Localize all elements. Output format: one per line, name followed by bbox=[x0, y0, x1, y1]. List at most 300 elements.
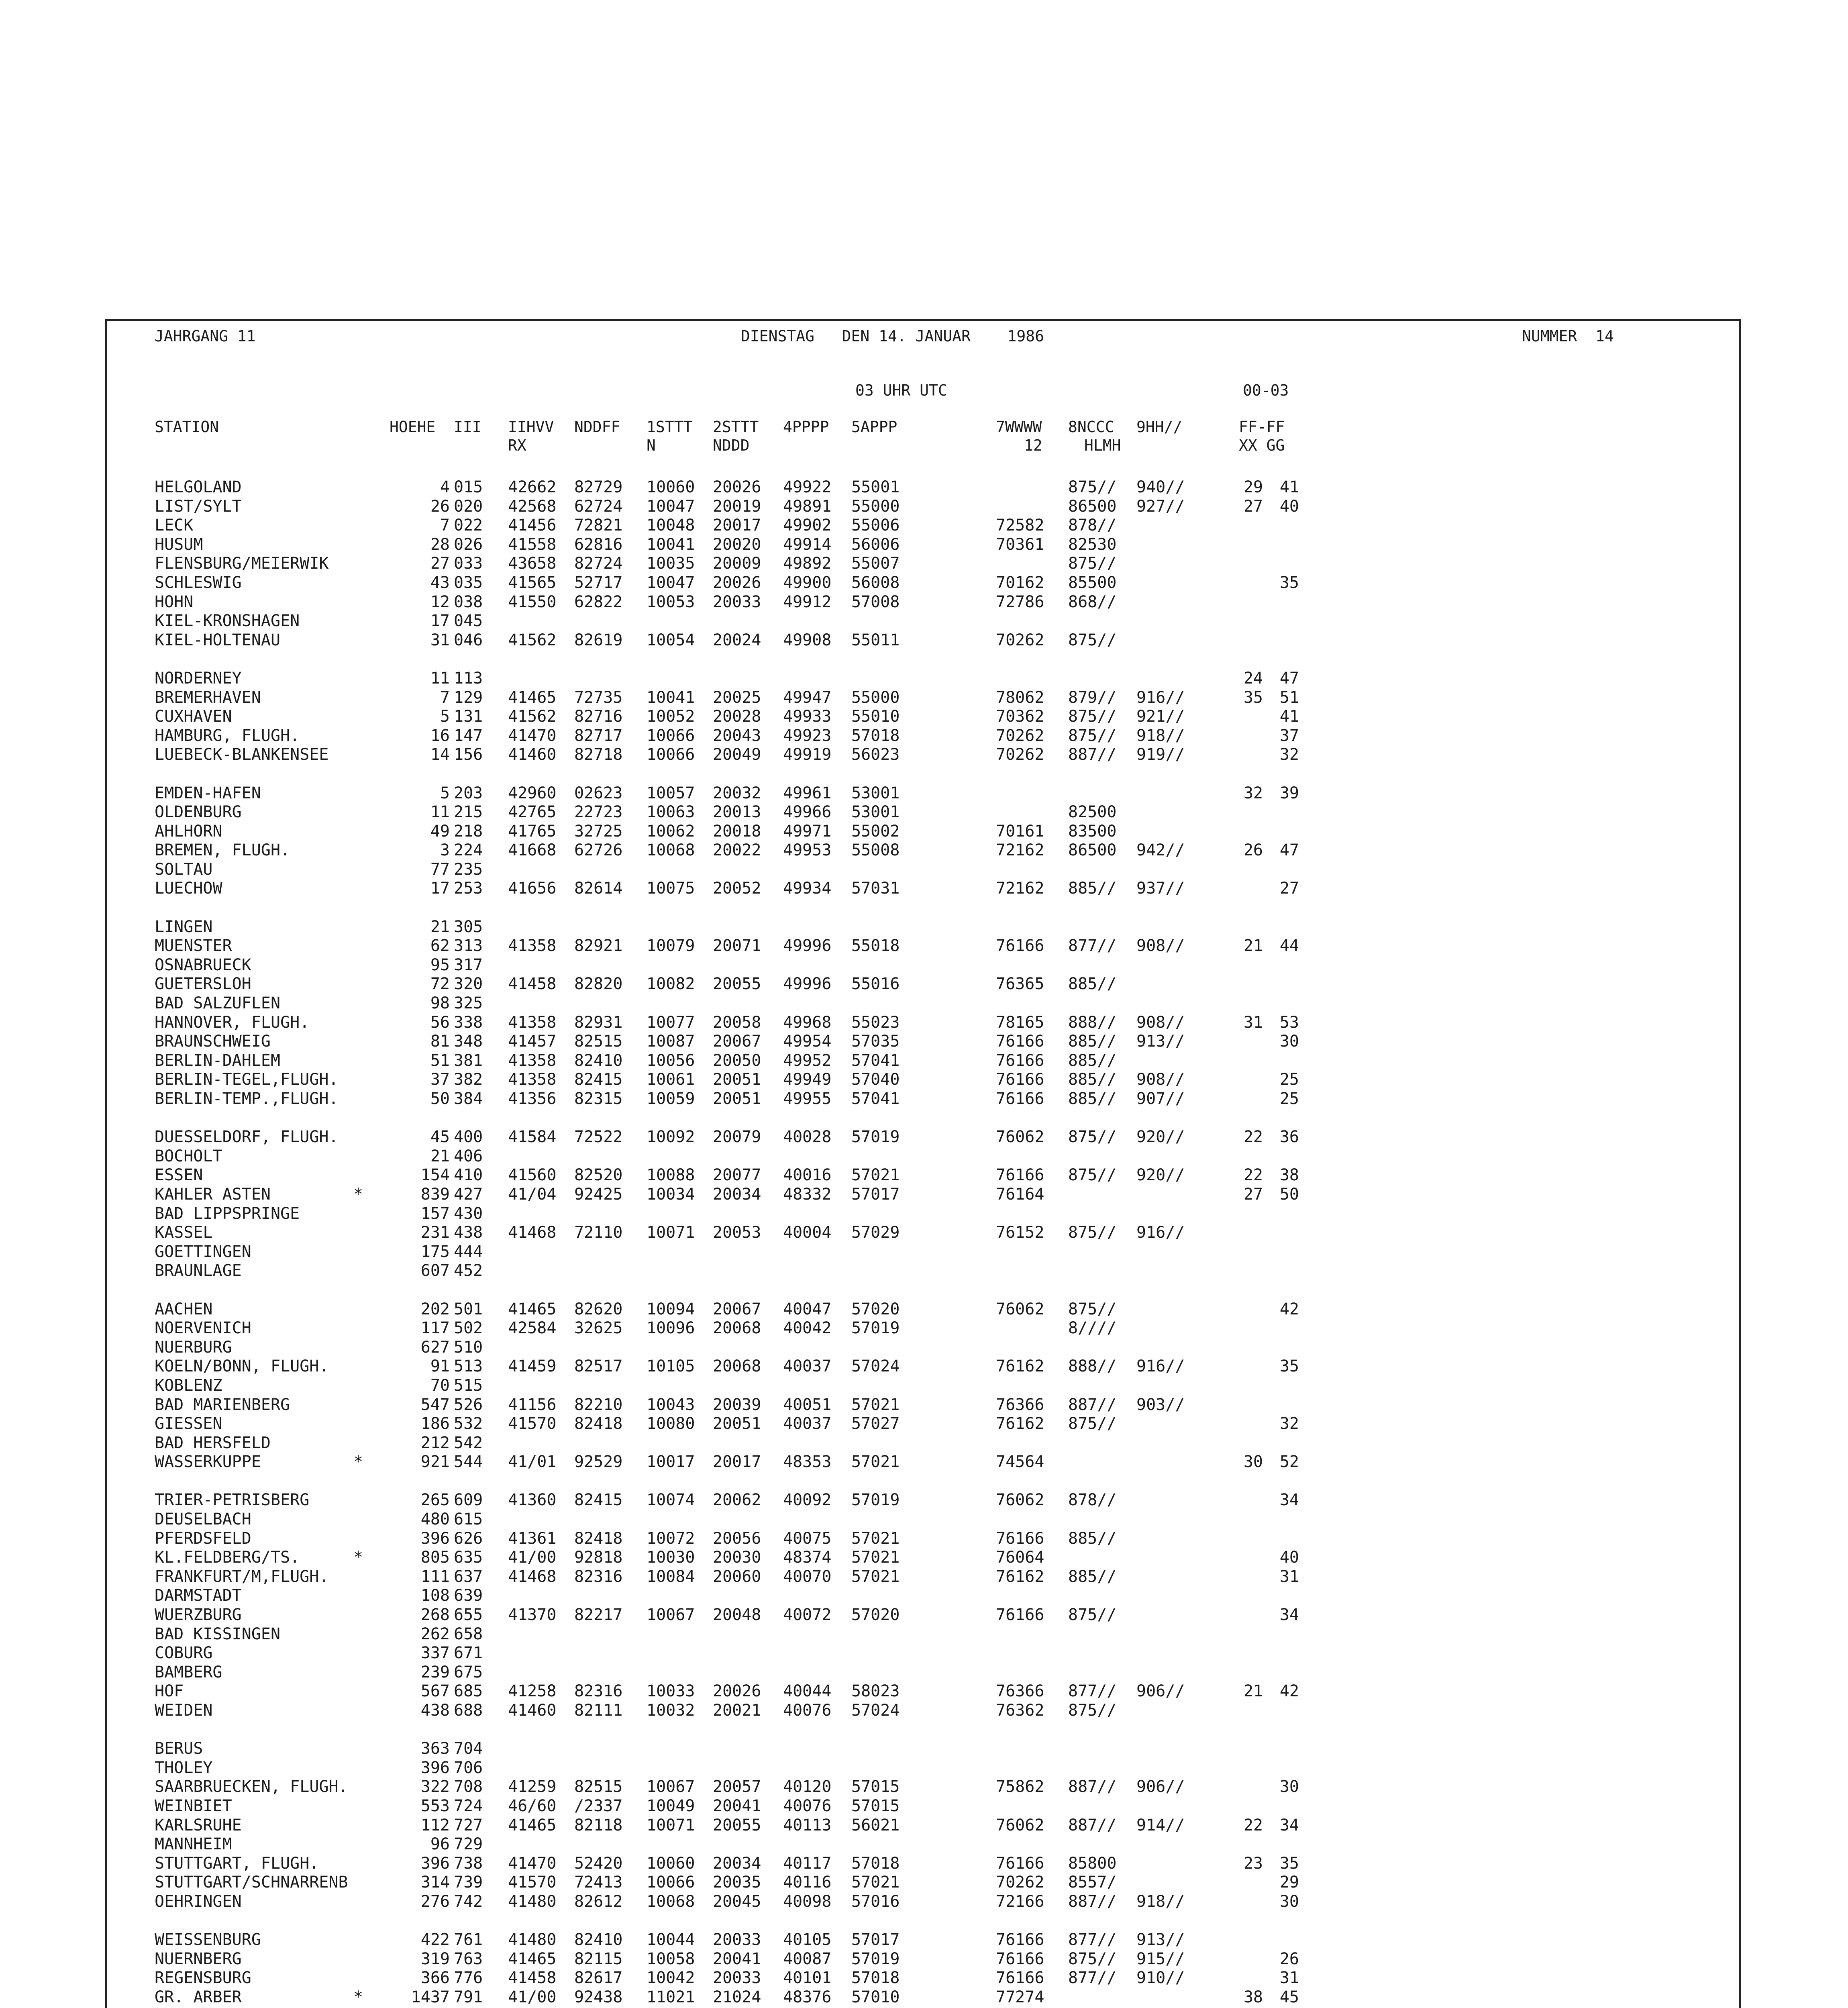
table-cell: 70161 bbox=[996, 822, 1044, 841]
table-cell: 57041 bbox=[851, 1090, 900, 1108]
table-cell: 20026 bbox=[713, 1682, 761, 1701]
station-name: CUXHAVEN bbox=[155, 707, 232, 726]
table-cell: 41565 bbox=[508, 573, 557, 592]
table-row bbox=[155, 1548, 1681, 1567]
table-cell: 40 bbox=[1279, 497, 1299, 516]
table-cell: 82410 bbox=[574, 1051, 623, 1070]
table-cell: 887// bbox=[1068, 1816, 1117, 1835]
table-cell: 38 bbox=[1279, 1166, 1299, 1185]
station-name: GR. ARBER bbox=[155, 1988, 242, 2006]
table-cell: 875// bbox=[1068, 1300, 1117, 1318]
table-row bbox=[155, 1166, 1681, 1185]
table-row bbox=[155, 1128, 1681, 1147]
station-name: FLENSBURG/MEIERWIK bbox=[155, 554, 329, 573]
table-row bbox=[155, 593, 1681, 612]
table-cell: 022 bbox=[454, 516, 483, 535]
table-cell: 57041 bbox=[851, 1051, 900, 1070]
table-cell: 17 bbox=[430, 612, 450, 631]
table-cell: 10080 bbox=[647, 1414, 695, 1433]
table-row bbox=[155, 1396, 1681, 1415]
table-cell: 916// bbox=[1136, 688, 1185, 707]
table-cell: 57027 bbox=[851, 1414, 900, 1433]
table-cell: 72162 bbox=[996, 841, 1044, 860]
table-cell: 20030 bbox=[713, 1548, 761, 1567]
table-cell: 776 bbox=[454, 1969, 483, 1988]
table-row bbox=[155, 1759, 1681, 1778]
table-cell: 53001 bbox=[851, 803, 900, 822]
table-cell: 875// bbox=[1068, 1414, 1117, 1433]
table-cell: 885// bbox=[1068, 1567, 1117, 1586]
table-cell: 885// bbox=[1068, 975, 1117, 994]
table-cell: 41570 bbox=[508, 1873, 557, 1892]
table-cell: 49934 bbox=[783, 879, 832, 898]
table-cell: 10060 bbox=[647, 478, 695, 496]
table-cell: 82316 bbox=[574, 1682, 623, 1701]
table-row bbox=[155, 1185, 1681, 1204]
table-cell: 57040 bbox=[851, 1070, 900, 1089]
column-subheader: HLMH bbox=[1084, 437, 1121, 454]
table-cell: 20062 bbox=[713, 1491, 761, 1510]
table-cell: 76062 bbox=[996, 1816, 1044, 1835]
table-cell: 38 bbox=[1243, 1988, 1263, 2006]
table-cell: 41459 bbox=[508, 1357, 557, 1376]
table-row bbox=[155, 841, 1681, 860]
table-cell: 49 bbox=[430, 822, 450, 841]
table-cell: 10060 bbox=[647, 1854, 695, 1873]
table-cell: 40076 bbox=[783, 1701, 832, 1720]
table-cell: 10071 bbox=[647, 1816, 695, 1835]
table-row bbox=[155, 1204, 1681, 1224]
table-cell: 186 bbox=[420, 1414, 450, 1433]
table-cell: 314 bbox=[420, 1873, 450, 1892]
table-cell: 76366 bbox=[996, 1395, 1044, 1414]
table-cell: 20057 bbox=[713, 1777, 761, 1796]
table-row bbox=[155, 1453, 1681, 1472]
station-name: BAD KISSINGEN bbox=[155, 1624, 281, 1643]
table-cell: 70362 bbox=[996, 707, 1044, 726]
table-cell: 50 bbox=[1279, 1185, 1299, 1204]
table-cell: 75862 bbox=[996, 1777, 1044, 1796]
station-name: BRAUNLAGE bbox=[155, 1261, 242, 1280]
table-cell: 42 bbox=[1279, 1300, 1299, 1318]
station-name: HOF bbox=[155, 1682, 184, 1701]
table-cell: 908// bbox=[1136, 1013, 1185, 1032]
table-cell: 29 bbox=[1279, 1873, 1299, 1892]
table-cell: 10079 bbox=[647, 937, 695, 955]
table-cell: 82620 bbox=[574, 1300, 623, 1318]
table-cell: 40116 bbox=[783, 1873, 832, 1892]
table-cell: * bbox=[353, 1548, 363, 1567]
table-cell: 82724 bbox=[574, 554, 623, 573]
table-cell: 57017 bbox=[851, 1185, 900, 1204]
table-cell: 47 bbox=[1279, 841, 1299, 860]
table-cell: 57021 bbox=[851, 1166, 900, 1185]
table-cell: 49949 bbox=[783, 1070, 832, 1089]
table-row bbox=[155, 573, 1681, 593]
table-cell: 5 bbox=[440, 784, 450, 802]
table-cell: 877// bbox=[1068, 1682, 1117, 1701]
table-cell: 609 bbox=[454, 1491, 483, 1510]
table-cell: 57015 bbox=[851, 1796, 900, 1815]
table-cell: 10053 bbox=[647, 592, 695, 611]
table-cell: 70262 bbox=[996, 745, 1044, 764]
table-cell: 82931 bbox=[574, 1013, 623, 1032]
table-row bbox=[155, 1243, 1681, 1262]
table-cell: 885// bbox=[1068, 1051, 1117, 1070]
table-cell: 42662 bbox=[508, 478, 557, 496]
table-cell: 20033 bbox=[713, 1969, 761, 1988]
table-cell: 887// bbox=[1068, 745, 1117, 764]
table-cell: 82415 bbox=[574, 1070, 623, 1089]
table-row bbox=[155, 1835, 1681, 1854]
table-cell: 112 bbox=[420, 1816, 450, 1835]
table-cell: 4 bbox=[440, 478, 450, 496]
table-cell: 11021 bbox=[647, 1988, 695, 2006]
table-cell: 742 bbox=[454, 1892, 483, 1911]
table-cell: 57016 bbox=[851, 1892, 900, 1911]
table-cell: 56008 bbox=[851, 573, 900, 592]
table-cell: 49902 bbox=[783, 516, 832, 535]
table-row bbox=[155, 1663, 1681, 1682]
table-cell: 276 bbox=[420, 1892, 450, 1911]
table-cell: 20058 bbox=[713, 1013, 761, 1032]
column-header: 8NCCC bbox=[1068, 418, 1114, 436]
table-cell: 48374 bbox=[783, 1548, 832, 1567]
table-cell: 10035 bbox=[647, 554, 695, 573]
table-row bbox=[155, 937, 1681, 956]
station-name: GUETERSLOH bbox=[155, 975, 251, 994]
station-name: HUSUM bbox=[155, 535, 203, 554]
station-name: BAMBERG bbox=[155, 1663, 222, 1681]
table-cell: 57035 bbox=[851, 1032, 900, 1051]
table-cell: 22 bbox=[1243, 1816, 1263, 1835]
table-cell: 32625 bbox=[574, 1319, 623, 1338]
table-cell: 70162 bbox=[996, 573, 1044, 592]
station-name: WASSERKUPPE bbox=[155, 1453, 261, 1471]
table-cell: 268 bbox=[420, 1606, 450, 1624]
table-cell: 41550 bbox=[508, 592, 557, 611]
table-cell: 544 bbox=[454, 1453, 483, 1471]
table-cell: 86500 bbox=[1068, 841, 1117, 860]
table-cell: 20017 bbox=[713, 516, 761, 535]
table-cell: 41358 bbox=[508, 1051, 557, 1070]
station-name: KIEL-KRONSHAGEN bbox=[155, 612, 300, 631]
table-cell: 501 bbox=[454, 1300, 483, 1318]
table-cell: 10043 bbox=[647, 1395, 695, 1414]
table-cell: 77 bbox=[430, 860, 450, 879]
table-cell: 147 bbox=[454, 726, 483, 745]
table-cell: 202 bbox=[420, 1300, 450, 1318]
table-cell: 406 bbox=[454, 1147, 483, 1165]
table-cell: 95 bbox=[430, 955, 450, 974]
table-row bbox=[155, 1032, 1681, 1051]
table-cell: 57024 bbox=[851, 1701, 900, 1720]
table-row bbox=[155, 745, 1681, 765]
table-cell: 47 bbox=[1279, 669, 1299, 688]
table-cell: 34 bbox=[1279, 1606, 1299, 1624]
table-cell: 82410 bbox=[574, 1930, 623, 1949]
station-name: NUERBURG bbox=[155, 1338, 232, 1357]
table-cell: 729 bbox=[454, 1835, 483, 1854]
table-cell: 10044 bbox=[647, 1930, 695, 1949]
table-cell: 76166 bbox=[996, 1166, 1044, 1185]
table-cell: * bbox=[353, 1988, 363, 2006]
table-cell: 607 bbox=[420, 1261, 450, 1280]
table-cell: 49996 bbox=[783, 937, 832, 955]
station-name: LUEBECK-BLANKENSEE bbox=[155, 745, 329, 764]
table-cell: 739 bbox=[454, 1873, 483, 1892]
table-cell: 55008 bbox=[851, 841, 900, 860]
table-cell: 738 bbox=[454, 1854, 483, 1873]
table-cell: 3 bbox=[440, 841, 450, 860]
table-cell: 20067 bbox=[713, 1300, 761, 1318]
table-cell: 82820 bbox=[574, 975, 623, 994]
table-cell: 31 bbox=[1279, 1567, 1299, 1586]
table-cell: 82614 bbox=[574, 879, 623, 898]
table-cell: 56021 bbox=[851, 1816, 900, 1835]
table-cell: 57029 bbox=[851, 1223, 900, 1242]
table-cell: 30 bbox=[1279, 1777, 1299, 1796]
table-row bbox=[155, 1816, 1681, 1835]
table-cell: 57024 bbox=[851, 1357, 900, 1376]
table-cell: 37 bbox=[430, 1070, 450, 1089]
table-cell: 10062 bbox=[647, 822, 695, 841]
station-name: TRIER-PETRISBERG bbox=[155, 1491, 310, 1510]
table-cell: 20049 bbox=[713, 745, 761, 764]
table-cell: 32 bbox=[1279, 1414, 1299, 1433]
table-cell: 20052 bbox=[713, 879, 761, 898]
table-cell: 396 bbox=[420, 1529, 450, 1548]
station-name: HELGOLAND bbox=[155, 478, 242, 496]
table-cell: 637 bbox=[454, 1567, 483, 1586]
table-cell: 20034 bbox=[713, 1185, 761, 1204]
table-cell: 20043 bbox=[713, 726, 761, 745]
table-cell: 10084 bbox=[647, 1567, 695, 1586]
table-cell: 045 bbox=[454, 612, 483, 631]
table-cell: 43 bbox=[430, 573, 450, 592]
table-cell: 76166 bbox=[996, 1930, 1044, 1949]
station-name: PFERDSFELD bbox=[155, 1529, 251, 1548]
table-cell: 875// bbox=[1068, 1701, 1117, 1720]
table-row bbox=[155, 1261, 1681, 1281]
table-cell: 82619 bbox=[574, 631, 623, 649]
column-header: IIHVV bbox=[508, 418, 554, 436]
table-cell: 20033 bbox=[713, 592, 761, 611]
station-name: BERLIN-DAHLEM bbox=[155, 1051, 281, 1070]
table-cell: 76166 bbox=[996, 1529, 1044, 1548]
table-row bbox=[155, 860, 1681, 880]
table-row bbox=[155, 1357, 1681, 1376]
table-row bbox=[155, 1051, 1681, 1071]
table-cell: 313 bbox=[454, 937, 483, 955]
station-name: WEISSENBURG bbox=[155, 1930, 261, 1949]
table-cell: 10041 bbox=[647, 535, 695, 554]
table-cell: 885// bbox=[1068, 1032, 1117, 1051]
station-name: KL.FELDBERG/TS. bbox=[155, 1548, 300, 1567]
column-header: 7WWWW bbox=[996, 418, 1042, 436]
table-cell: 10063 bbox=[647, 803, 695, 822]
table-cell: 10061 bbox=[647, 1070, 695, 1089]
table-cell: 10047 bbox=[647, 497, 695, 516]
table-cell: /2337 bbox=[574, 1796, 623, 1815]
station-name: OLDENBURG bbox=[155, 803, 242, 822]
table-cell: 34 bbox=[1279, 1816, 1299, 1835]
table-cell: 49900 bbox=[783, 573, 832, 592]
table-cell: 40075 bbox=[783, 1529, 832, 1548]
table-cell: 76362 bbox=[996, 1701, 1044, 1720]
table-cell: 72522 bbox=[574, 1128, 623, 1147]
table-cell: 885// bbox=[1068, 1090, 1117, 1108]
table-cell: 82612 bbox=[574, 1892, 623, 1911]
table-cell: 10042 bbox=[647, 1969, 695, 1988]
table-cell: 32 bbox=[1243, 784, 1263, 802]
table-cell: 907// bbox=[1136, 1090, 1185, 1108]
table-cell: 82315 bbox=[574, 1090, 623, 1108]
table-cell: 57018 bbox=[851, 1969, 900, 1988]
table-cell: 20033 bbox=[713, 1930, 761, 1949]
table-cell: 218 bbox=[454, 822, 483, 841]
table-cell: 14 bbox=[430, 745, 450, 764]
table-row bbox=[155, 631, 1681, 650]
column-header: 9HH// bbox=[1136, 418, 1183, 436]
table-cell: 20017 bbox=[713, 1453, 761, 1471]
table-cell: 10088 bbox=[647, 1166, 695, 1185]
table-cell: 76166 bbox=[996, 1090, 1044, 1108]
table-cell: 72166 bbox=[996, 1892, 1044, 1911]
table-cell: 28 bbox=[430, 535, 450, 554]
table-row bbox=[155, 975, 1681, 994]
station-name: LECK bbox=[155, 516, 194, 535]
station-name: LIST/SYLT bbox=[155, 497, 242, 516]
table-cell: 58023 bbox=[851, 1682, 900, 1701]
table-cell: 903// bbox=[1136, 1395, 1185, 1414]
station-name: DARMSTADT bbox=[155, 1586, 242, 1605]
table-cell: 888// bbox=[1068, 1357, 1117, 1376]
table-cell: 72821 bbox=[574, 516, 623, 535]
table-cell: 384 bbox=[454, 1090, 483, 1108]
table-cell: 82718 bbox=[574, 745, 623, 764]
table-cell: 10096 bbox=[647, 1319, 695, 1338]
table-cell: 11 bbox=[430, 669, 450, 688]
table-cell: 20060 bbox=[713, 1567, 761, 1586]
table-cell: 7 bbox=[440, 516, 450, 535]
table-cell: 319 bbox=[420, 1949, 450, 1968]
table-cell: 761 bbox=[454, 1930, 483, 1949]
group-separator bbox=[155, 650, 1681, 669]
station-name: HOHN bbox=[155, 592, 194, 611]
table-row bbox=[155, 1644, 1681, 1663]
table-row bbox=[155, 1434, 1681, 1453]
table-cell: 396 bbox=[420, 1854, 450, 1873]
table-cell: 41258 bbox=[508, 1682, 557, 1701]
table-cell: 82729 bbox=[574, 478, 623, 496]
table-row bbox=[155, 1223, 1681, 1243]
table-row bbox=[155, 516, 1681, 535]
table-cell: 82316 bbox=[574, 1567, 623, 1586]
table-cell: 41/01 bbox=[508, 1453, 557, 1471]
table-cell: 57020 bbox=[851, 1300, 900, 1318]
table-cell: 41358 bbox=[508, 1013, 557, 1032]
table-row bbox=[155, 784, 1681, 803]
table-cell: 452 bbox=[454, 1261, 483, 1280]
table-cell: 675 bbox=[454, 1663, 483, 1681]
table-cell: 20055 bbox=[713, 975, 761, 994]
table-cell: 40016 bbox=[783, 1166, 832, 1185]
table-row bbox=[155, 1930, 1681, 1950]
table-cell: 156 bbox=[454, 745, 483, 764]
station-name: SCHLESWIG bbox=[155, 573, 242, 592]
table-cell: 20055 bbox=[713, 1816, 761, 1835]
table-cell: 1437 bbox=[411, 1988, 450, 2006]
table-cell: 20022 bbox=[713, 841, 761, 860]
table-cell: 72 bbox=[430, 975, 450, 994]
table-cell: 91 bbox=[430, 1357, 450, 1376]
table-row bbox=[155, 1414, 1681, 1434]
table-row bbox=[155, 1892, 1681, 1912]
table-cell: * bbox=[353, 1185, 363, 1204]
table-cell: 878// bbox=[1068, 516, 1117, 535]
table-cell: 40004 bbox=[783, 1223, 832, 1242]
table-row bbox=[155, 669, 1681, 688]
table-cell: 76064 bbox=[996, 1548, 1044, 1567]
table-cell: 875// bbox=[1068, 1223, 1117, 1242]
table-cell: 57020 bbox=[851, 1606, 900, 1624]
table-cell: 913// bbox=[1136, 1032, 1185, 1051]
station-name: KAHLER ASTEN bbox=[155, 1185, 271, 1204]
table-cell: 20028 bbox=[713, 707, 761, 726]
table-cell: 30 bbox=[1243, 1453, 1263, 1471]
table-cell: 20068 bbox=[713, 1357, 761, 1376]
table-cell: 20021 bbox=[713, 1701, 761, 1720]
table-cell: 038 bbox=[454, 592, 483, 611]
volume-label: JAHRGANG 11 bbox=[155, 327, 256, 345]
station-name: NORDERNEY bbox=[155, 669, 242, 688]
table-cell: 22 bbox=[1243, 1166, 1263, 1185]
table-cell: 49961 bbox=[783, 784, 832, 802]
table-cell: 015 bbox=[454, 478, 483, 496]
table-cell: 76166 bbox=[996, 1070, 1044, 1089]
table-cell: 887// bbox=[1068, 1777, 1117, 1796]
column-header: 2STTT bbox=[713, 418, 759, 436]
table-cell: 57019 bbox=[851, 1319, 900, 1338]
table-cell: 20079 bbox=[713, 1128, 761, 1147]
issue-number: NUMMER 14 bbox=[1522, 327, 1614, 345]
table-cell: 10056 bbox=[647, 1051, 695, 1070]
table-cell: 40037 bbox=[783, 1414, 832, 1433]
table-cell: 12 bbox=[430, 592, 450, 611]
table-cell: 55016 bbox=[851, 975, 900, 994]
station-name: BERUS bbox=[155, 1739, 203, 1758]
table-cell: 5 bbox=[440, 707, 450, 726]
table-cell: 76164 bbox=[996, 1185, 1044, 1204]
table-cell: 708 bbox=[454, 1777, 483, 1796]
table-row bbox=[155, 1070, 1681, 1090]
table-cell: 363 bbox=[420, 1739, 450, 1758]
table-cell: 41259 bbox=[508, 1777, 557, 1796]
table-cell: 40087 bbox=[783, 1949, 832, 1968]
table-cell: 42765 bbox=[508, 803, 557, 822]
table-cell: 026 bbox=[454, 535, 483, 554]
table-cell: 203 bbox=[454, 784, 483, 802]
table-cell: 913// bbox=[1136, 1930, 1185, 1949]
station-name: BOCHOLT bbox=[155, 1147, 222, 1165]
station-name: KOELN/BONN, FLUGH. bbox=[155, 1357, 329, 1376]
table-cell: 52717 bbox=[574, 573, 623, 592]
table-cell: 41668 bbox=[508, 841, 557, 860]
table-cell: 40120 bbox=[783, 1777, 832, 1796]
table-cell: 10066 bbox=[647, 726, 695, 745]
table-cell: 31 bbox=[430, 631, 450, 649]
